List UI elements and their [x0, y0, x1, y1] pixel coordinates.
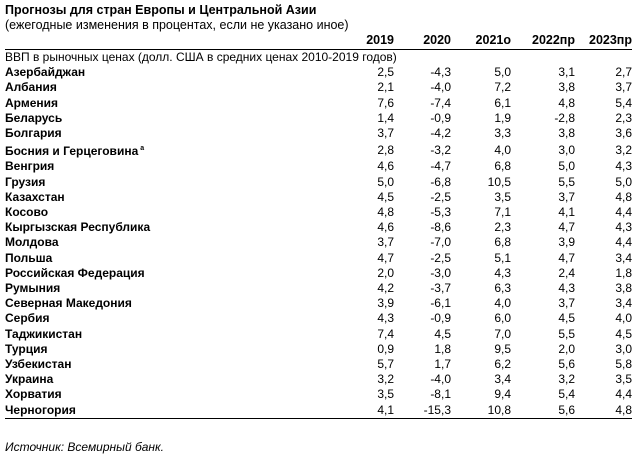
value-cell: 5,6	[511, 403, 575, 419]
table-row	[5, 387, 632, 402]
country-name	[5, 159, 350, 174]
value-cell: 5,8	[615, 357, 632, 372]
table-row	[5, 220, 632, 235]
value-cell: 4,1	[558, 205, 575, 220]
country-label: Грузия	[5, 174, 46, 189]
country-label: Хорватия	[5, 387, 62, 402]
value-cell: 4,0	[494, 142, 511, 157]
value-cell: -8,6	[430, 220, 451, 235]
value-cell: 2,7	[615, 65, 632, 80]
value-cell: 4,3	[615, 159, 632, 174]
value-cell: 4,6	[377, 220, 394, 235]
country-name	[5, 205, 350, 220]
country-label: Косово	[5, 205, 49, 220]
value-cell: 3,8	[558, 80, 575, 95]
table-row	[5, 296, 632, 311]
value-cell: 3,5	[377, 387, 394, 402]
column-header: 2022пр	[511, 33, 575, 50]
value-cell: 5,5	[558, 174, 575, 189]
country-name	[5, 126, 350, 141]
table-header-row	[5, 33, 632, 50]
value-cell: 3,7	[377, 235, 394, 250]
value-cell: 3,8	[558, 126, 575, 141]
country-name	[5, 281, 350, 296]
table-row	[5, 141, 632, 159]
value-cell: 7,0	[494, 326, 511, 341]
country-label: Украина	[5, 372, 54, 387]
value-cell: 3,9	[558, 235, 575, 250]
value-cell: 4,0	[615, 311, 632, 326]
value-cell: 4,8	[558, 95, 575, 110]
table-row	[5, 281, 632, 296]
value-cell: 4,7	[558, 220, 575, 235]
table-row	[5, 235, 632, 250]
value-cell: 6,8	[494, 235, 511, 250]
value-cell: 2,3	[494, 220, 511, 235]
table-row	[5, 311, 632, 326]
country-name	[5, 235, 350, 250]
value-cell: 3,4	[494, 372, 511, 387]
country-label: Венгрия	[5, 159, 55, 174]
value-cell: 3,5	[615, 372, 632, 387]
value-cell: -4,0	[430, 372, 451, 387]
country-label: Албания	[5, 80, 57, 95]
value-cell: 7,1	[494, 205, 511, 220]
value-cell: 6,8	[494, 159, 511, 174]
country-name	[5, 111, 350, 126]
value-cell: 4,8	[615, 189, 632, 204]
value-cell: 10,8	[451, 403, 511, 419]
value-cell: 1,8	[615, 265, 632, 280]
country-label: Казахстан	[5, 189, 65, 204]
value-cell: 4,0	[494, 296, 511, 311]
value-cell: 4,3	[494, 265, 511, 280]
value-cell: 2,4	[558, 265, 575, 280]
value-cell: 3,4	[615, 250, 632, 265]
value-cell: 3,7	[615, 80, 632, 95]
value-cell: 4,5	[377, 189, 394, 204]
forecast-table	[5, 33, 632, 419]
table-row	[5, 357, 632, 372]
column-header: 2023пр	[575, 33, 632, 50]
table-row	[5, 251, 632, 266]
footnote-marker: a	[140, 145, 145, 153]
value-cell: -3,2	[430, 142, 451, 157]
value-cell: 2,8	[377, 142, 394, 157]
value-cell: 5,0	[558, 159, 575, 174]
table-subtitle: (ежегодные изменения в процентах, если не указано иное)	[5, 18, 349, 32]
value-cell: 4,7	[377, 250, 394, 265]
value-cell: -0,9	[430, 311, 451, 326]
value-cell: 7,4	[377, 326, 394, 341]
country-name	[5, 327, 350, 342]
value-cell: 1,7	[434, 357, 451, 372]
value-cell: -7,0	[430, 235, 451, 250]
value-cell: 10,5	[487, 174, 511, 189]
value-cell: 3,7	[377, 126, 394, 141]
table-row	[5, 96, 632, 111]
value-cell: 9,5	[494, 341, 511, 356]
value-cell: 3,0	[615, 341, 632, 356]
table-row	[5, 327, 632, 342]
country-name	[5, 175, 350, 190]
country-label: Черногория	[5, 402, 76, 417]
country-label: Польша	[5, 250, 53, 265]
table-row	[5, 190, 632, 205]
country-label: Румыния	[5, 281, 61, 296]
table-row	[5, 205, 632, 220]
value-cell: -4,2	[430, 126, 451, 141]
value-cell: -4,3	[430, 65, 451, 80]
table-row	[5, 372, 632, 387]
country-name	[5, 220, 350, 235]
value-cell: 6,3	[494, 281, 511, 296]
value-cell: 3,2	[377, 372, 394, 387]
country-name	[5, 141, 350, 159]
value-cell: 3,6	[615, 126, 632, 141]
country-name	[5, 387, 350, 402]
value-cell: 5,4	[558, 387, 575, 402]
value-cell: -2,8	[554, 110, 575, 125]
table-row	[5, 175, 632, 190]
value-cell: 5,1	[494, 250, 511, 265]
value-cell: 3,2	[615, 142, 632, 157]
country-label: Таджикистан	[5, 326, 83, 341]
value-cell: 5,4	[615, 95, 632, 110]
value-cell: 1,4	[377, 110, 394, 125]
value-cell: 5,0	[377, 174, 394, 189]
value-cell: -15,3	[394, 403, 451, 419]
value-cell: 3,9	[377, 296, 394, 311]
section-label: ВВП в рыночных ценах (долл. США в средних ценах 2010-2019 годов)	[5, 50, 397, 64]
country-label: Молдова	[5, 235, 59, 250]
country-name	[5, 65, 350, 80]
table-row	[5, 126, 632, 141]
table-body	[5, 50, 632, 419]
value-cell: 1,9	[494, 110, 511, 125]
value-cell: 4,4	[615, 235, 632, 250]
country-label: Азербайджан	[5, 65, 86, 80]
value-cell: 5,7	[377, 357, 394, 372]
table-title: Прогнозы для стран Европы и Центральной Азии	[5, 3, 317, 17]
country-name	[5, 296, 350, 311]
value-cell: 0,9	[377, 341, 394, 356]
value-cell: -8,1	[430, 387, 451, 402]
value-cell: 3,7	[558, 189, 575, 204]
table-row	[5, 65, 632, 80]
value-cell: 4,8	[377, 205, 394, 220]
value-cell: 3,1	[558, 65, 575, 80]
value-cell: 5,0	[494, 65, 511, 80]
column-header: 2021о	[451, 33, 511, 50]
column-header: 2020	[394, 33, 451, 50]
country-label: Болгария	[5, 126, 62, 141]
table-row	[5, 266, 632, 281]
column-header: 2019	[350, 33, 394, 50]
value-cell: -0,9	[430, 110, 451, 125]
value-cell: 6,1	[494, 95, 511, 110]
country-label: Армения	[5, 95, 59, 110]
header-blank	[5, 33, 350, 50]
country-label: Северная Македония	[5, 296, 132, 311]
value-cell: 4,5	[434, 326, 451, 341]
country-name	[5, 311, 350, 326]
value-cell: -2,5	[430, 250, 451, 265]
value-cell: 1,8	[434, 341, 451, 356]
value-cell: 3,3	[494, 126, 511, 141]
table-row	[5, 342, 632, 357]
value-cell: 3,2	[558, 372, 575, 387]
value-cell: 4,1	[350, 403, 394, 419]
table-row	[5, 111, 632, 126]
value-cell: 4,3	[558, 281, 575, 296]
country-name	[5, 403, 350, 419]
value-cell: 4,6	[377, 159, 394, 174]
country-name	[5, 251, 350, 266]
country-label: Сербия	[5, 311, 50, 326]
value-cell: -3,0	[430, 265, 451, 280]
country-label: Узбекистан	[5, 357, 72, 372]
value-cell: 2,3	[615, 110, 632, 125]
value-cell: -6,8	[430, 174, 451, 189]
value-cell: 2,0	[558, 341, 575, 356]
value-cell: 6,0	[494, 311, 511, 326]
value-cell: -5,3	[430, 205, 451, 220]
country-name	[5, 96, 350, 111]
table-row	[5, 403, 632, 419]
table-row	[5, 80, 632, 95]
country-label: Беларусь	[5, 110, 63, 125]
value-cell: 4,5	[615, 326, 632, 341]
country-label: Российская Федерация	[5, 265, 145, 280]
value-cell: 3,7	[558, 296, 575, 311]
value-cell: -3,7	[430, 281, 451, 296]
value-cell: 2,1	[377, 80, 394, 95]
country-label: Босния и Герцеговина	[5, 144, 139, 159]
value-cell: 5,5	[558, 326, 575, 341]
country-name	[5, 80, 350, 95]
country-name	[5, 190, 350, 205]
value-cell: 5,6	[558, 357, 575, 372]
value-cell: 3,0	[558, 142, 575, 157]
country-name	[5, 342, 350, 357]
value-cell: 3,8	[615, 281, 632, 296]
source-note: Источник: Всемирный банк.	[5, 440, 164, 454]
value-cell: -7,4	[430, 95, 451, 110]
value-cell: 4,5	[558, 311, 575, 326]
country-name	[5, 357, 350, 372]
value-cell: 3,5	[494, 189, 511, 204]
value-cell: 7,2	[494, 80, 511, 95]
value-cell: 4,4	[615, 387, 632, 402]
value-cell: 5,0	[615, 174, 632, 189]
value-cell: -6,1	[430, 296, 451, 311]
value-cell: -4,7	[430, 159, 451, 174]
table-row	[5, 159, 632, 174]
section-label-row	[5, 50, 632, 66]
value-cell: 4,7	[558, 250, 575, 265]
country-label: Кыргызская Республика	[5, 220, 151, 235]
value-cell: -4,0	[430, 80, 451, 95]
value-cell: 4,3	[615, 220, 632, 235]
country-label: Турция	[5, 341, 48, 356]
value-cell: 4,3	[377, 311, 394, 326]
country-name	[5, 266, 350, 281]
country-name	[5, 372, 350, 387]
value-cell: 2,5	[377, 65, 394, 80]
value-cell: 7,6	[377, 95, 394, 110]
value-cell: 4,2	[377, 281, 394, 296]
value-cell: -2,5	[430, 189, 451, 204]
value-cell: 4,4	[615, 205, 632, 220]
value-cell: 4,8	[575, 403, 632, 419]
value-cell: 3,4	[615, 296, 632, 311]
value-cell: 6,2	[494, 357, 511, 372]
value-cell: 9,4	[494, 387, 511, 402]
value-cell: 2,0	[377, 265, 394, 280]
